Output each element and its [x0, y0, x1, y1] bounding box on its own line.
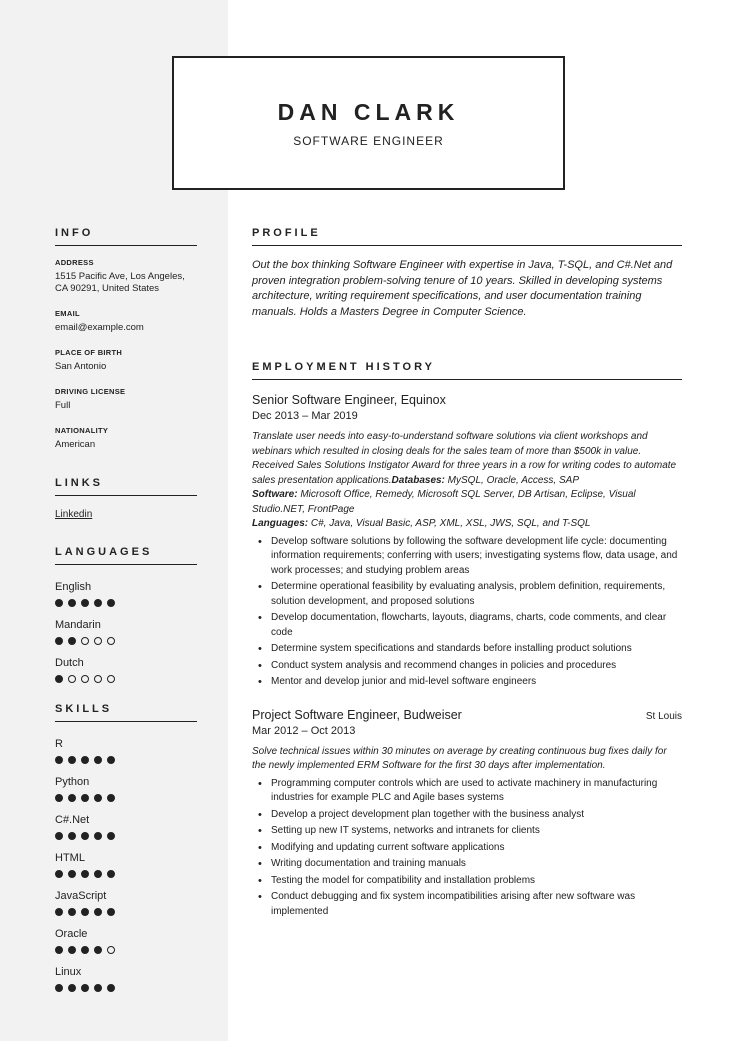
rated-item [55, 852, 197, 878]
rating-dot-filled [94, 756, 102, 764]
rating-dots [55, 870, 197, 878]
rated-item-name: Python [55, 776, 90, 788]
rated-item-name: Dutch [55, 657, 84, 669]
bullet-item: • Develop documentation, flowcharts, layouts, diagrams, charts, code comments, and clear code [252, 611, 682, 640]
profile-text: Out the box thinking Software Engineer with expertise in Java, T-SQL, and C#.Net and proven integration problem-solving tenure of 10 years. Skilled in developing systems architecture, writing requirement specifications, and user documentation training manuals. Holds a Masters Degree in Computer Science. [252, 259, 673, 318]
info-value-email: email@example.com [55, 322, 144, 333]
rating-dot-filled [94, 946, 102, 954]
info-label-nationality: NATIONALITY [55, 426, 109, 435]
rating-dot-filled [55, 794, 63, 802]
person-title: SOFTWARE ENGINEER [293, 134, 444, 148]
rating-dots [55, 908, 197, 916]
job-dates: Dec 2013 – Mar 2019 [252, 410, 358, 422]
bullet-item: • Setting up new IT systems, networks and intranets for clients [252, 824, 682, 839]
info-value-address: 1515 Pacific Ave, Los Angeles, CA 90291, United States [55, 271, 185, 294]
rated-item-name: Linux [55, 966, 82, 978]
rating-dot-empty [94, 675, 102, 683]
bullet-item: • Modifying and updating current software applications [252, 841, 682, 856]
rated-item [55, 657, 197, 683]
rating-dots [55, 832, 197, 840]
skills-heading: SKILLS [55, 703, 197, 722]
person-name: DAN CLARK [277, 99, 460, 125]
job-languages: Languages: C#, Java, Visual Basic, ASP, XML, XSL, JWS, SQL, and T-SQL [252, 518, 591, 529]
linkedin-link[interactable]: Linkedin [55, 509, 93, 520]
rating-dots [55, 637, 197, 645]
languages-heading: LANGUAGES [55, 546, 197, 565]
job-title: Senior Software Engineer, Equinox [252, 393, 446, 407]
rating-dot-filled [81, 984, 89, 992]
rated-item-name: JavaScript [55, 890, 107, 902]
bullet-item: • Mentor and develop junior and mid-level software engineers [252, 675, 682, 690]
profile-heading: PROFILE [252, 227, 682, 246]
rating-dot-filled [81, 832, 89, 840]
rating-dot-empty [94, 637, 102, 645]
rating-dot-filled [107, 832, 115, 840]
rating-dot-filled [107, 756, 115, 764]
rating-dot-filled [55, 984, 63, 992]
rating-dot-empty [107, 637, 115, 645]
rating-dot-filled [94, 908, 102, 916]
rating-dot-filled [94, 870, 102, 878]
rating-dot-empty [81, 675, 89, 683]
bullet-item: • Programming computer controls which are used to activate machinery in manufacturing industries for example PLC and Agile bases systems [252, 777, 682, 806]
bullet-item: • Writing documentation and training manuals [252, 857, 682, 872]
rated-item-name: HTML [55, 852, 85, 864]
rating-dot-filled [68, 794, 76, 802]
employment-section [252, 361, 682, 919]
rating-dot-filled [94, 984, 102, 992]
rating-dot-filled [68, 756, 76, 764]
rating-dots [55, 756, 197, 764]
bullet-item: • Conduct system analysis and recommend changes in policies and procedures [252, 659, 682, 674]
profile-section [252, 227, 682, 320]
rating-dot-filled [81, 756, 89, 764]
job-software: Software: Microsoft Office, Remedy, Microsoft SQL Server, DB Artisan, Eclipse, Visual Studio.NET, FrontPage [252, 489, 636, 515]
rating-dots [55, 599, 197, 607]
rated-item-name: English [55, 581, 92, 593]
job-entry [252, 393, 682, 690]
rating-dot-filled [107, 984, 115, 992]
rating-dot-filled [81, 794, 89, 802]
rating-dot-filled [68, 870, 76, 878]
rating-dot-filled [68, 599, 76, 607]
rating-dot-filled [55, 599, 63, 607]
info-value-nationality: American [55, 439, 96, 450]
rating-dot-filled [68, 637, 76, 645]
rating-dot-filled [68, 908, 76, 916]
rating-dot-empty [107, 946, 115, 954]
rating-dot-filled [55, 946, 63, 954]
job-entry [252, 708, 682, 920]
rating-dot-filled [55, 756, 63, 764]
bullet-item: • Testing the model for compatibility and installation problems [252, 874, 682, 889]
rating-dot-filled [55, 870, 63, 878]
rating-dot-filled [107, 908, 115, 916]
rating-dot-filled [107, 870, 115, 878]
job-description: Solve technical issues within 30 minutes on average by creating continuous bug fixes daily for the newly implemented ERM Software for the first 30 days after implementation. [252, 745, 667, 771]
skills-section [55, 703, 197, 992]
info-label-license: DRIVING LICENSE [55, 387, 126, 396]
rating-dots [55, 794, 197, 802]
info-heading: INFO [55, 227, 197, 246]
info-section [55, 227, 197, 451]
links-heading: LINKS [55, 477, 197, 496]
rating-dot-filled [107, 794, 115, 802]
rated-item [55, 890, 197, 916]
employment-heading: EMPLOYMENT HISTORY [252, 361, 682, 380]
bullet-item: • Develop a project development plan together with the business analyst [252, 808, 682, 823]
rating-dot-filled [55, 637, 63, 645]
rated-item [55, 738, 197, 764]
rated-item [55, 966, 197, 992]
rating-dot-filled [68, 832, 76, 840]
rated-item [55, 619, 197, 645]
rating-dot-filled [94, 794, 102, 802]
rating-dot-filled [94, 599, 102, 607]
languages-section [55, 546, 197, 683]
rating-dot-filled [55, 908, 63, 916]
links-section [55, 477, 197, 522]
rated-item [55, 581, 197, 607]
rated-item [55, 776, 197, 802]
rating-dot-filled [81, 908, 89, 916]
rating-dot-filled [81, 870, 89, 878]
rating-dot-empty [107, 675, 115, 683]
job-bullets [252, 777, 682, 920]
rating-dot-empty [81, 637, 89, 645]
bullet-item: • Determine operational feasibility by evaluating analysis, problem definition, requirements, solution development, and proposed solutions [252, 580, 682, 609]
job-title: Project Software Engineer, Budweiser [252, 707, 462, 722]
rating-dot-filled [81, 946, 89, 954]
rated-item-name: C#.Net [55, 814, 90, 826]
rating-dot-filled [107, 599, 115, 607]
rating-dots [55, 675, 197, 683]
bullet-item: • Determine system specifications and standards before installing product solutions [252, 642, 682, 657]
job-bullets [252, 535, 682, 690]
rated-item [55, 928, 197, 954]
info-label-email: EMAIL [55, 309, 80, 318]
job-dates: Mar 2012 – Oct 2013 [252, 724, 356, 737]
info-label-birthplace: PLACE OF BIRTH [55, 348, 123, 357]
job-description: Translate user needs into easy-to-understand software solutions via client workshops and webinars which resulted in closing deals for the sales team of more than $500k in value. Received Sales Solutions Instigator Award for three years in a row for writing codes to automate sales presentation applications.Databases: MySQL, Oracle, Access, SAP [252, 431, 677, 486]
rating-dot-filled [94, 832, 102, 840]
info-label-address: ADDRESS [55, 258, 94, 267]
rating-dots [55, 946, 197, 954]
rating-dot-filled [68, 946, 76, 954]
rating-dot-filled [81, 599, 89, 607]
info-value-license: Full [55, 400, 71, 411]
rating-dots [55, 984, 197, 992]
bullet-item: • Conduct debugging and fix system incompatibilities arising after new software was implemented [252, 890, 682, 919]
rated-item-name: Mandarin [55, 619, 101, 631]
rated-item-name: Oracle [55, 928, 88, 940]
info-value-birthplace: San Antonio [55, 361, 107, 372]
rating-dot-filled [55, 832, 63, 840]
rated-item-name: R [55, 738, 63, 750]
rating-dot-filled [55, 675, 63, 683]
bullet-item: • Develop software solutions by following the software development life cycle: documenting information requirements; conferring with users; investigating systems flow, data usage, and work processes; and studying problem areas [252, 535, 682, 579]
rating-dot-empty [68, 675, 76, 683]
rated-item [55, 814, 197, 840]
rating-dot-filled [68, 984, 76, 992]
name-header-box [172, 56, 565, 190]
job-location: St Louis [645, 710, 682, 722]
